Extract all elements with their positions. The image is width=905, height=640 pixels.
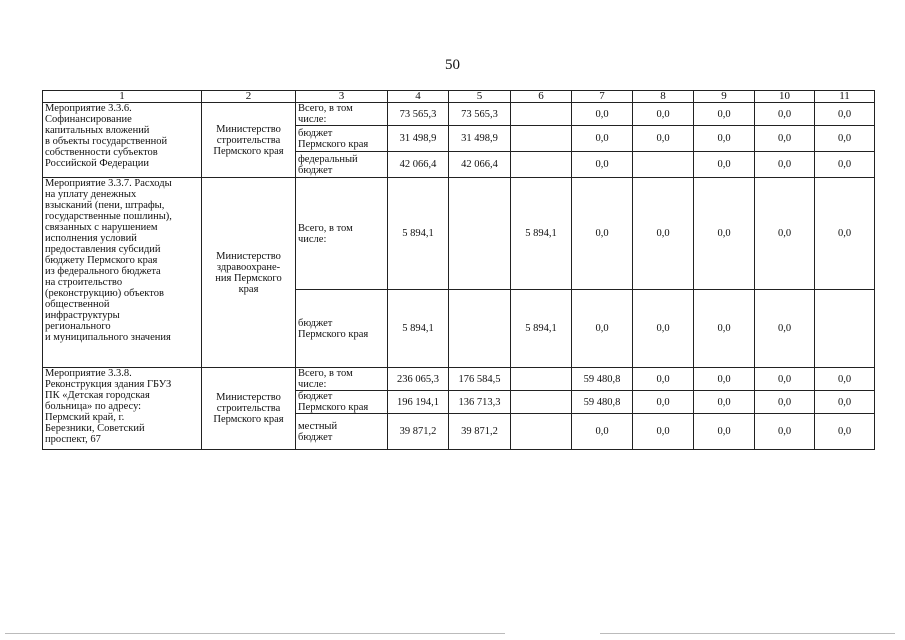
value-cell-5 bbox=[449, 290, 511, 368]
col-header-7: 7 bbox=[572, 91, 633, 103]
value-cell-6: 5 894,1 bbox=[511, 290, 572, 368]
budget-table bbox=[42, 90, 875, 450]
value-cell-6 bbox=[511, 391, 572, 414]
value-cell-10: 0,0 bbox=[755, 103, 815, 126]
value-cell-11: 0,0 bbox=[815, 152, 875, 178]
value-cell-7: 0,0 bbox=[572, 290, 633, 368]
event-cell: Мероприятие 3.3.6. Софинансирование капитальных вложений в объекты государственной собственности субъектов Российской Федерации bbox=[43, 103, 202, 178]
value-cell-10: 0,0 bbox=[755, 391, 815, 414]
value-cell-4: 73 565,3 bbox=[388, 103, 449, 126]
value-cell-10: 0,0 bbox=[755, 126, 815, 152]
value-cell-10: 0,0 bbox=[755, 178, 815, 290]
value-cell-8: 0,0 bbox=[633, 368, 694, 391]
source-cell: бюджет Пермского края bbox=[296, 290, 388, 368]
value-cell-8: 0,0 bbox=[633, 126, 694, 152]
value-cell-10: 0,0 bbox=[755, 152, 815, 178]
value-cell-11: 0,0 bbox=[815, 103, 875, 126]
value-cell-7: 0,0 bbox=[572, 126, 633, 152]
value-cell-8 bbox=[633, 152, 694, 178]
value-cell-6 bbox=[511, 103, 572, 126]
value-cell-8: 0,0 bbox=[633, 290, 694, 368]
organization-cell: Министерство строительства Пермского края bbox=[202, 103, 296, 178]
value-cell-8: 0,0 bbox=[633, 414, 694, 450]
value-cell-5: 42 066,4 bbox=[449, 152, 511, 178]
scan-line bbox=[5, 633, 505, 634]
value-cell-9: 0,0 bbox=[694, 368, 755, 391]
value-cell-5: 31 498,9 bbox=[449, 126, 511, 152]
col-header-4: 4 bbox=[388, 91, 449, 103]
value-cell-8: 0,0 bbox=[633, 103, 694, 126]
value-cell-7: 0,0 bbox=[572, 178, 633, 290]
value-cell-9: 0,0 bbox=[694, 103, 755, 126]
value-cell-7: 0,0 bbox=[572, 414, 633, 450]
value-cell-5: 39 871,2 bbox=[449, 414, 511, 450]
value-cell-4: 39 871,2 bbox=[388, 414, 449, 450]
value-cell-6 bbox=[511, 152, 572, 178]
value-cell-11: 0,0 bbox=[815, 178, 875, 290]
value-cell-10: 0,0 bbox=[755, 368, 815, 391]
page-number: 50 bbox=[445, 57, 460, 73]
value-cell-5 bbox=[449, 178, 511, 290]
col-header-2: 2 bbox=[202, 91, 296, 103]
col-header-9: 9 bbox=[694, 91, 755, 103]
value-cell-5: 136 713,3 bbox=[449, 391, 511, 414]
value-cell-4: 236 065,3 bbox=[388, 368, 449, 391]
source-cell: Всего, в том числе: bbox=[296, 368, 388, 391]
source-cell: бюджет Пермского края bbox=[296, 126, 388, 152]
organization-cell: Министерство строительства Пермского края bbox=[202, 368, 296, 450]
value-cell-9: 0,0 bbox=[694, 126, 755, 152]
event-cell: Мероприятие 3.3.7. Расходы на уплату денежных взысканий (пени, штрафы, государственные пошлины), связанных с нарушением исполнения условий предоставления субсидий бюджету Пермского края из федерального бюджета на строительство (реконструкцию) объектов общественной инфраструктуры регионального и муниципального значения bbox=[43, 178, 202, 368]
value-cell-9: 0,0 bbox=[694, 391, 755, 414]
scan-line bbox=[600, 633, 895, 634]
value-cell-10: 0,0 bbox=[755, 290, 815, 368]
value-cell-6 bbox=[511, 126, 572, 152]
source-cell: федеральный бюджет bbox=[296, 152, 388, 178]
value-cell-8: 0,0 bbox=[633, 178, 694, 290]
col-header-11: 11 bbox=[815, 91, 875, 103]
value-cell-11: 0,0 bbox=[815, 126, 875, 152]
value-cell-7: 0,0 bbox=[572, 103, 633, 126]
col-header-6: 6 bbox=[511, 91, 572, 103]
source-cell: Всего, в том числе: bbox=[296, 178, 388, 290]
value-cell-11: 0,0 bbox=[815, 391, 875, 414]
col-header-1: 1 bbox=[43, 91, 202, 103]
table-row bbox=[43, 178, 875, 290]
value-cell-5: 73 565,3 bbox=[449, 103, 511, 126]
value-cell-11 bbox=[815, 290, 875, 368]
value-cell-9: 0,0 bbox=[694, 178, 755, 290]
value-cell-4: 31 498,9 bbox=[388, 126, 449, 152]
value-cell-6 bbox=[511, 414, 572, 450]
value-cell-9: 0,0 bbox=[694, 290, 755, 368]
header-row bbox=[43, 91, 875, 103]
col-header-8: 8 bbox=[633, 91, 694, 103]
value-cell-7: 0,0 bbox=[572, 152, 633, 178]
value-cell-11: 0,0 bbox=[815, 368, 875, 391]
value-cell-10: 0,0 bbox=[755, 414, 815, 450]
table-body bbox=[43, 103, 875, 450]
value-cell-7: 59 480,8 bbox=[572, 391, 633, 414]
source-cell: бюджет Пермского края bbox=[296, 391, 388, 414]
value-cell-7: 59 480,8 bbox=[572, 368, 633, 391]
source-cell: местный бюджет bbox=[296, 414, 388, 450]
col-header-10: 10 bbox=[755, 91, 815, 103]
col-header-3: 3 bbox=[296, 91, 388, 103]
value-cell-6: 5 894,1 bbox=[511, 178, 572, 290]
value-cell-4: 42 066,4 bbox=[388, 152, 449, 178]
value-cell-4: 5 894,1 bbox=[388, 290, 449, 368]
value-cell-5: 176 584,5 bbox=[449, 368, 511, 391]
value-cell-9: 0,0 bbox=[694, 414, 755, 450]
value-cell-9: 0,0 bbox=[694, 152, 755, 178]
source-cell: Всего, в том числе: bbox=[296, 103, 388, 126]
value-cell-4: 196 194,1 bbox=[388, 391, 449, 414]
value-cell-6 bbox=[511, 368, 572, 391]
col-header-5: 5 bbox=[449, 91, 511, 103]
value-cell-4: 5 894,1 bbox=[388, 178, 449, 290]
organization-cell: Министерство здравоохране- ния Пермского края bbox=[202, 178, 296, 368]
table-row bbox=[43, 368, 875, 391]
value-cell-11: 0,0 bbox=[815, 414, 875, 450]
value-cell-8: 0,0 bbox=[633, 391, 694, 414]
event-cell: Мероприятие 3.3.8. Реконструкция здания ГБУЗ ПК «Детская городская больница» по адресу: Пермский край, г. Березники, Советский проспект, 67 bbox=[43, 368, 202, 450]
table-row bbox=[43, 103, 875, 126]
